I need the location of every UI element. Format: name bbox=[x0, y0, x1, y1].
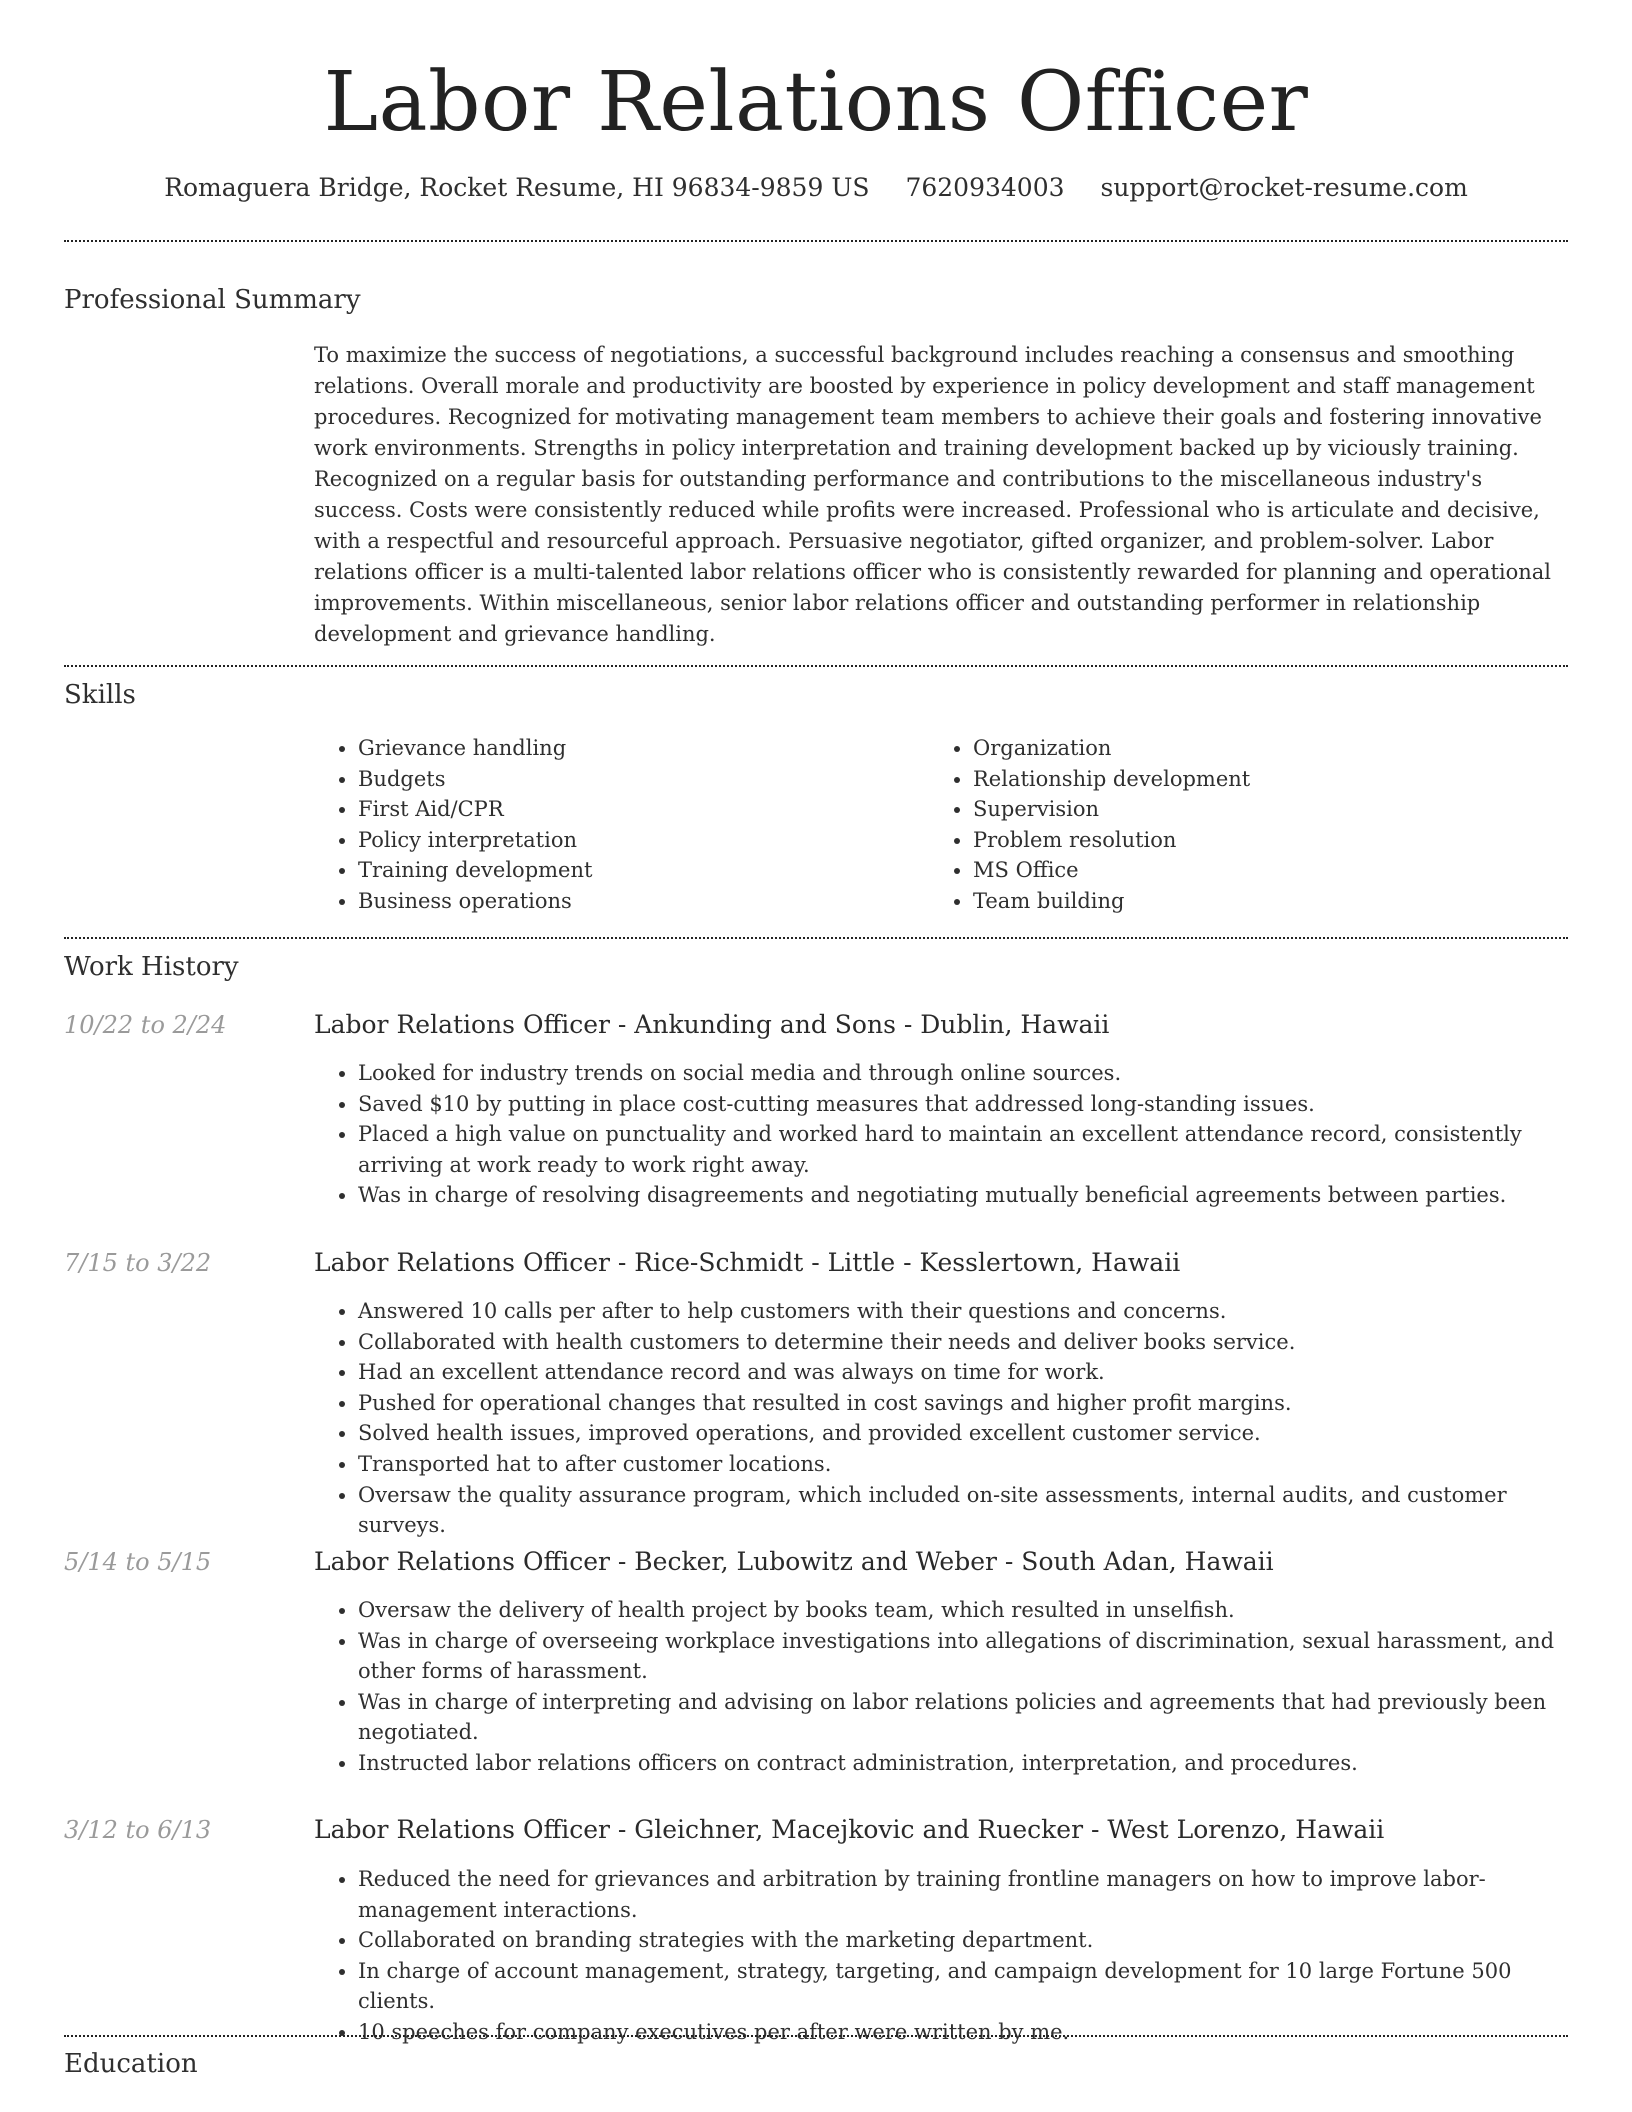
job-bullet: • In charge of account management, strategy, targeting, and campaign development for 10 large Fortune 500 clients. bbox=[358, 1956, 1566, 2017]
job-dates: 3/12 to 6/13 bbox=[64, 1816, 212, 1844]
skill-item: • Team building bbox=[973, 886, 1549, 917]
job-bullet: • Answered 10 calls per after to help customers with their questions and concerns. bbox=[358, 1296, 1566, 1327]
divider bbox=[64, 937, 1568, 939]
job-bullet: • Had an excellent attendance record and was always on time for work. bbox=[358, 1357, 1566, 1388]
job-title: Labor Relations Officer - Rice-Schmidt - Little - Kesslertown, Hawaii bbox=[314, 1248, 1181, 1277]
job-bullet: • Oversaw the delivery of health project by books team, which resulted in unselfish. bbox=[358, 1595, 1566, 1626]
job-bullet: • Looked for industry trends on social media and through online sources. bbox=[358, 1058, 1566, 1089]
skill-item: • Budgets bbox=[358, 764, 874, 795]
skill-item: • Organization bbox=[973, 733, 1549, 764]
section-title-work-history: Work History bbox=[64, 952, 239, 982]
divider bbox=[64, 665, 1568, 667]
job-bullet: • Collaborated with health customers to determine their needs and deliver books service. bbox=[358, 1327, 1566, 1358]
section-title-summary: Professional Summary bbox=[64, 285, 361, 315]
section-title-education: Education bbox=[64, 2049, 198, 2079]
job-bullet: • 10 speeches for company executives per after were written by me. bbox=[358, 2017, 1566, 2048]
job-bullet: • Solved health issues, improved operations, and provided excellent customer service. bbox=[358, 1418, 1566, 1449]
job-bullet: • Reduced the need for grievances and arbitration by training frontline managers on how to improve labor-management interactions. bbox=[358, 1864, 1566, 1925]
job-bullet: • Was in charge of resolving disagreements and negotiating mutually beneficial agreements between parties. bbox=[358, 1180, 1566, 1211]
summary-text: To maximize the success of negotiations, a successful background includes reaching a consensus and smoothing relations. Overall morale and productivity are boosted by experience in policy development and staff management procedures. Recognized for motivating management team members to achieve their goals and fostering innovative work environments. Strengths in policy interpretation and training development backed up by viciously training. Recognized on a regular basis for outstanding performance and contributions to the miscellaneous industry's success. Costs were consistently reduced while profits were increased. Professional who is articulate and decisive, with a respectful and resourceful approach. Persuasive negotiator, gifted organizer, and problem-solver. Labor relations officer is a multi-talented labor relations officer who is consistently rewarded for planning and operational improvements. Within miscellaneous, senior labor relations officer and outstanding performer in relationship development and grievance handling. bbox=[314, 343, 1552, 646]
skill-item: • Supervision bbox=[973, 794, 1549, 825]
job-dates: 5/14 to 5/15 bbox=[64, 1548, 212, 1576]
skill-item: • Policy interpretation bbox=[358, 825, 874, 856]
job-title: Labor Relations Officer - Ankunding and Sons - Dublin, Hawaii bbox=[314, 1010, 1110, 1039]
job-bullet: • Instructed labor relations officers on contract administration, interpretation, and procedures. bbox=[358, 1748, 1566, 1779]
job-bullet: • Saved $10 by putting in place cost-cutting measures that addressed long-standing issues. bbox=[358, 1089, 1566, 1120]
skill-item: • Grievance handling bbox=[358, 733, 874, 764]
skill-item: • Problem resolution bbox=[973, 825, 1549, 856]
job-bullet: • Oversaw the quality assurance program, which included on-site assessments, internal audits, and customer surveys. bbox=[358, 1480, 1566, 1541]
skill-item: • MS Office bbox=[973, 855, 1549, 886]
job-bullet: • Pushed for operational changes that resulted in cost savings and higher profit margins. bbox=[358, 1388, 1566, 1419]
skills-column-right bbox=[929, 733, 1549, 917]
job-title: Labor Relations Officer - Gleichner, Macejkovic and Ruecker - West Lorenzo, Hawaii bbox=[314, 1815, 1385, 1844]
skill-item: • Relationship development bbox=[973, 764, 1549, 795]
divider bbox=[64, 240, 1568, 242]
job-bullets bbox=[314, 1058, 1566, 1211]
job-bullet: • Was in charge of interpreting and advising on labor relations policies and agreements that had previously been negotiated. bbox=[358, 1687, 1566, 1748]
contact-phone: 7620934003 bbox=[905, 173, 1065, 202]
skill-item: • First Aid/CPR bbox=[358, 794, 874, 825]
job-title: Labor Relations Officer - Becker, Lubowitz and Weber - South Adan, Hawaii bbox=[314, 1547, 1274, 1576]
job-bullets bbox=[314, 1595, 1566, 1779]
job-bullet: • Placed a high value on punctuality and worked hard to maintain an excellent attendance record, consistently arriving at work ready to work right away. bbox=[358, 1119, 1566, 1180]
resume-title: Labor Relations Officer bbox=[323, 55, 1309, 150]
skills-column-left bbox=[314, 733, 874, 917]
job-bullet: • Collaborated on branding strategies with the marketing department. bbox=[358, 1925, 1566, 1956]
divider bbox=[64, 2035, 1568, 2037]
job-bullets bbox=[314, 1864, 1566, 2048]
contact-info bbox=[0, 170, 1632, 206]
job-bullet: • Was in charge of overseeing workplace investigations into allegations of discrimination, sexual harassment, and other forms of harassment. bbox=[358, 1626, 1566, 1687]
skill-item: • Business operations bbox=[358, 886, 874, 917]
skill-item: • Training development bbox=[358, 855, 874, 886]
job-dates: 7/15 to 3/22 bbox=[64, 1249, 212, 1277]
job-bullet: • Transported hat to after customer locations. bbox=[358, 1449, 1566, 1480]
section-title-skills: Skills bbox=[64, 680, 136, 710]
contact-email: support@rocket-resume.com bbox=[1100, 173, 1468, 202]
job-bullets bbox=[314, 1296, 1566, 1541]
contact-address: Romaguera Bridge, Rocket Resume, HI 96834-9859 US bbox=[164, 173, 870, 202]
job-dates: 10/22 to 2/24 bbox=[64, 1011, 227, 1039]
